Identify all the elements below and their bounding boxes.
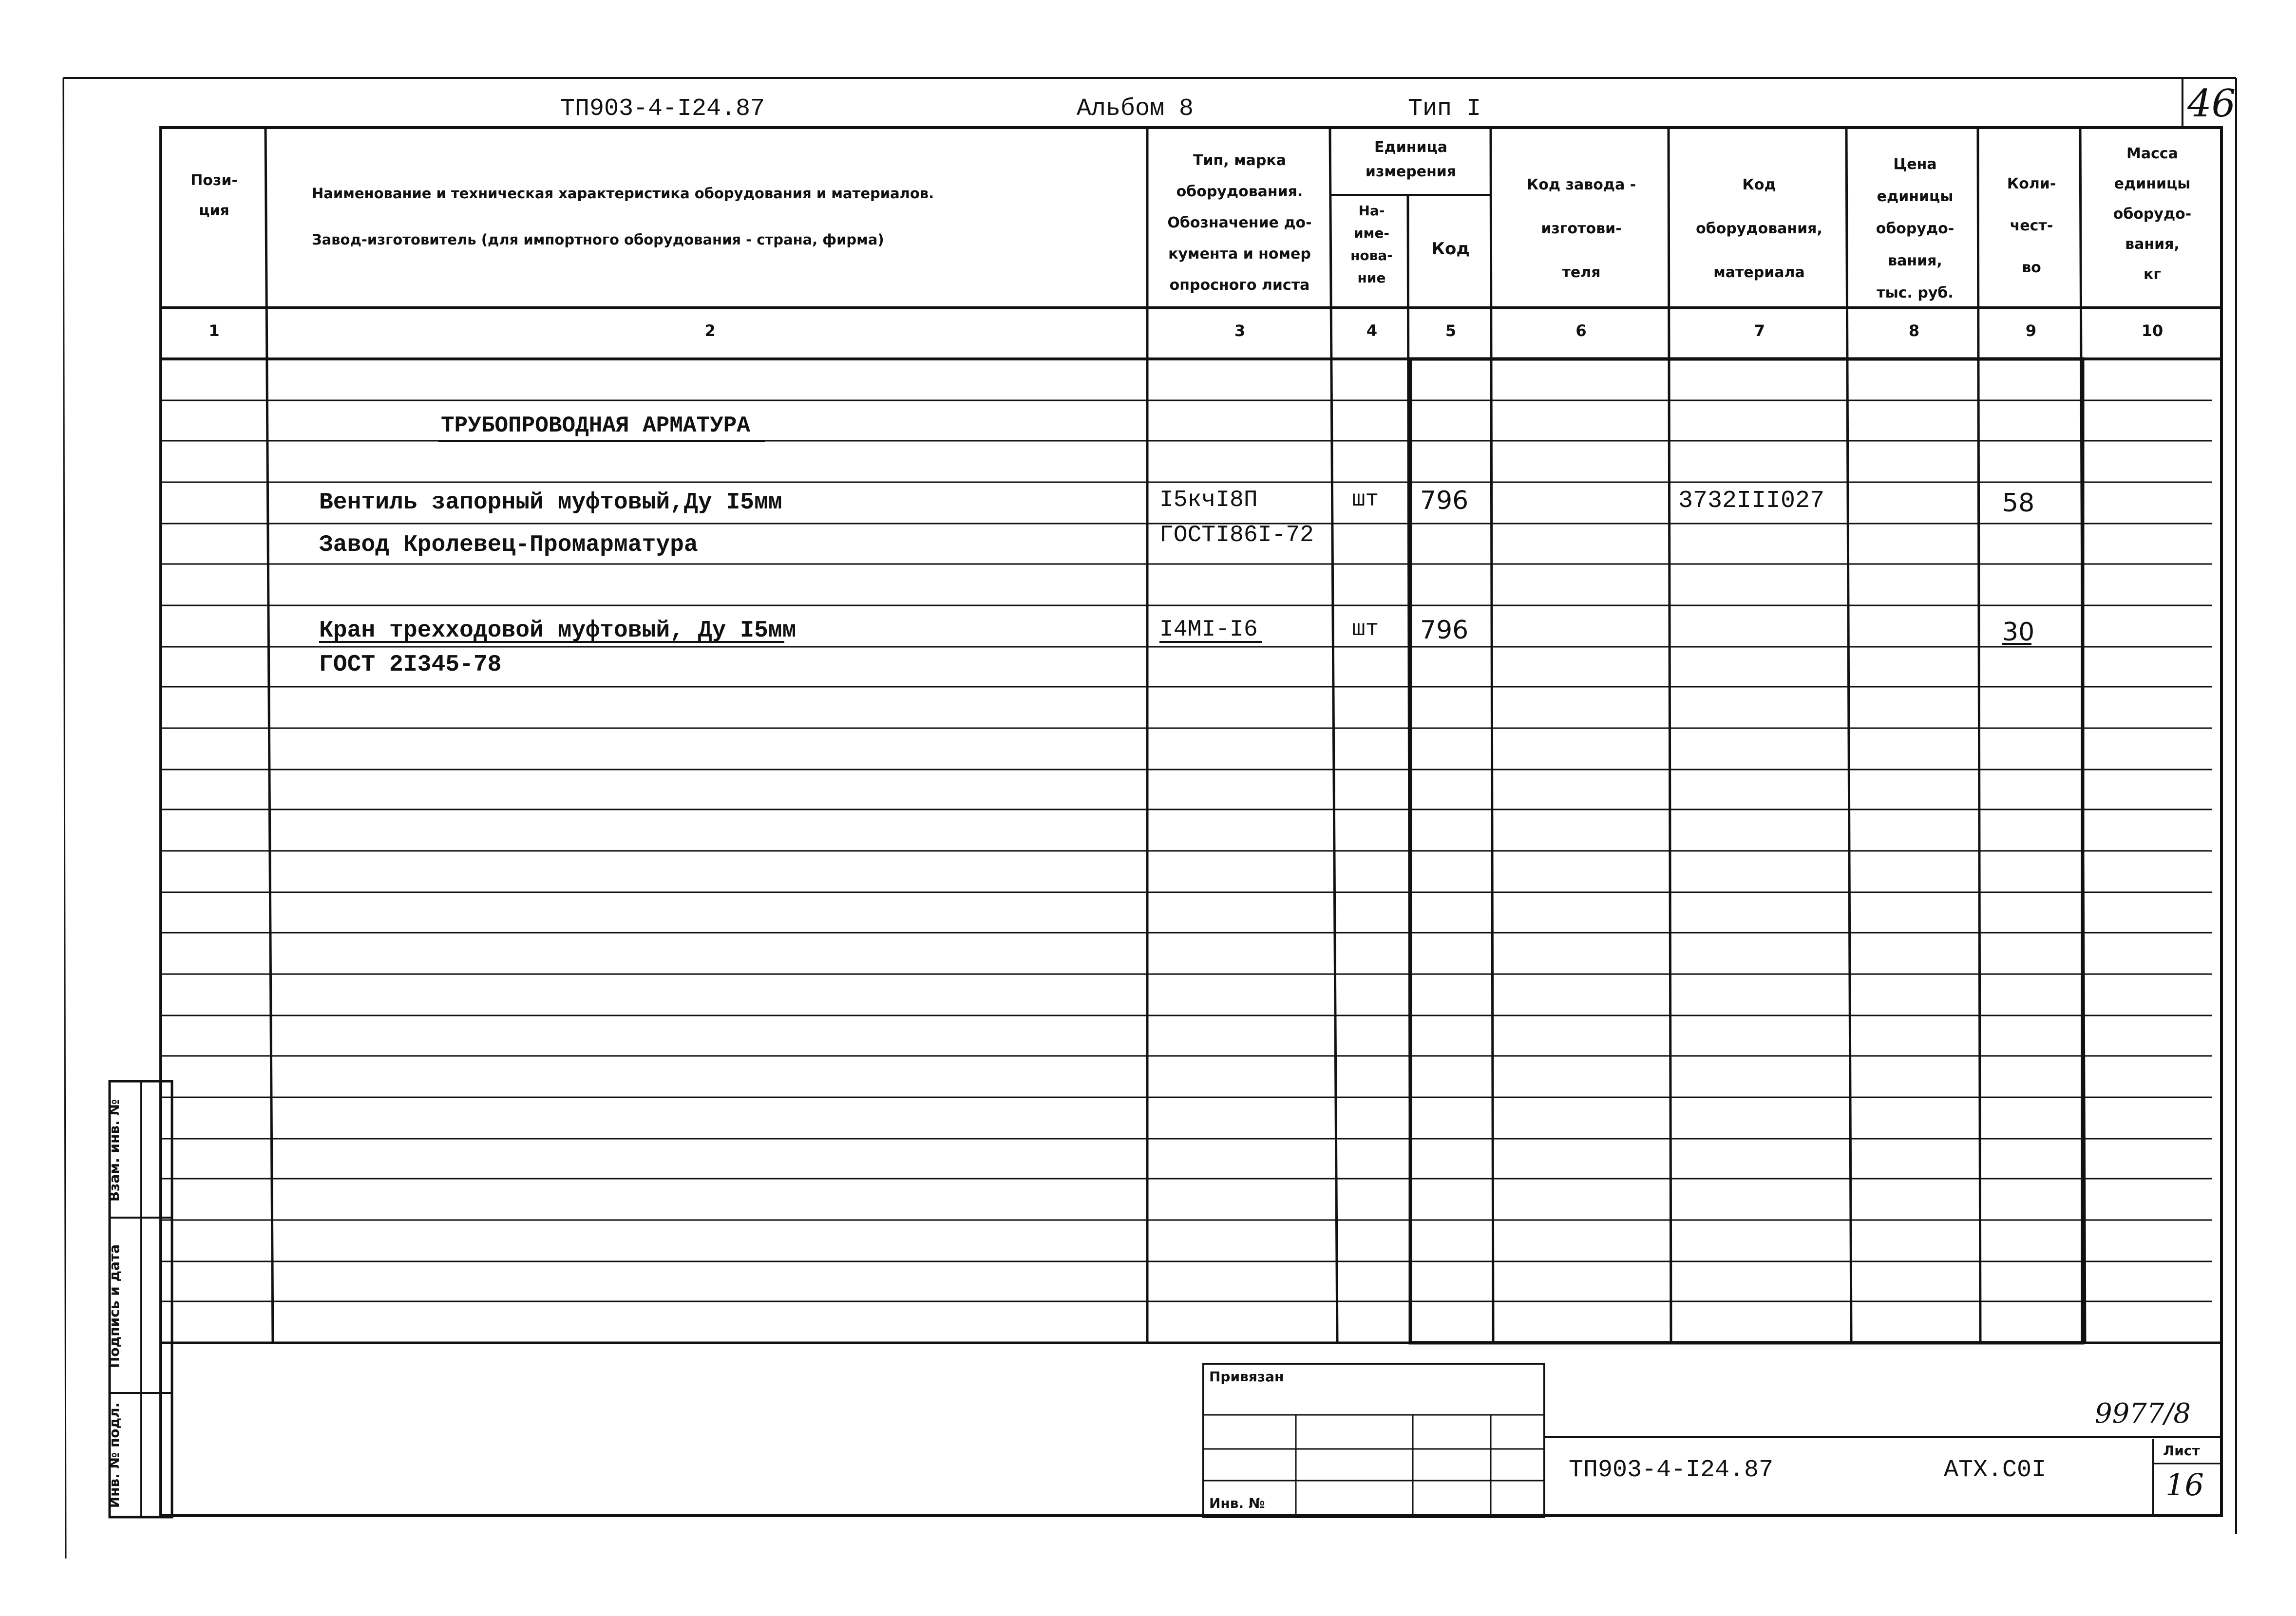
column-number: 10 (2141, 321, 2163, 340)
item2-standard: ГОСТ 2I345-78 (319, 652, 502, 678)
title-code: АТХ.С0I (1944, 1456, 2047, 1484)
page-number: 46 (2187, 82, 2236, 126)
header-mass-line: Масса (2126, 145, 2178, 162)
header-unit-name-line: ние (1357, 270, 1386, 286)
header-factory-code (1493, 163, 1670, 295)
header-price-line: вания, (1888, 252, 1942, 269)
header-name-line: Завод-изготовитель (для импортного оборудования - страна, фирма) (312, 231, 884, 248)
column-number: 9 (2025, 321, 2037, 340)
column-number: 4 (1366, 321, 1378, 340)
item2-unit-code: 796 (1420, 616, 1469, 645)
column-number: 5 (1445, 321, 1457, 340)
header-type-line: кумента и номер (1168, 245, 1311, 263)
header-mass-line: единицы (2114, 175, 2191, 192)
column-number: 2 (704, 321, 716, 340)
header-type-line: Тип, марка (1193, 152, 1286, 169)
item2-quantity: 30 (2002, 618, 2035, 647)
header-factory-line: теля (1562, 264, 1601, 281)
header-mass (2084, 139, 2220, 290)
top-designation: ТП903-4-I24.87 (560, 95, 765, 123)
header-unit-group (1331, 135, 1491, 184)
header-unit-name-line: нова- (1350, 247, 1393, 263)
stamp-inv-no: Инв. № (1209, 1495, 1265, 1511)
column-number: 6 (1575, 321, 1587, 340)
item2-unit: шт (1352, 617, 1379, 642)
title-designation: ТП903-4-I24.87 (1569, 1456, 1774, 1484)
item1-type-doc: ГОСТI86I-72 (1159, 522, 1314, 548)
header-material-line: оборудования, (1696, 220, 1822, 237)
header-quantity-line: во (2022, 259, 2041, 276)
item1-name: Вентиль запорный муфтовый,Ду I5мм (319, 489, 782, 516)
stamp-bound: Привязан (1209, 1369, 1284, 1385)
header-unit-line: измерения (1365, 163, 1457, 180)
header-price (1851, 149, 1979, 309)
column-number: 8 (1908, 321, 1920, 340)
side-signature-date: Подпись и дата (106, 1244, 122, 1369)
header-price-line: оборудо- (1876, 220, 1954, 237)
column-number: 1 (209, 321, 220, 340)
header-type-line: Обозначение до- (1167, 214, 1312, 231)
item1-type: I5кчI8П (1159, 487, 1258, 513)
column-number: 7 (1754, 321, 1765, 340)
header-price-line: тыс. руб. (1877, 284, 1954, 301)
item1-quantity: 58 (2002, 489, 2035, 518)
header-quantity-line: чест- (2010, 217, 2053, 234)
header-unit-name-line: име- (1353, 225, 1390, 241)
header-name-line: Наименование и техническая характеристика оборудования и материалов. (312, 185, 934, 202)
side-replace-inv: Взам. инв. № (106, 1099, 122, 1202)
header-unit-code: Код (1431, 239, 1470, 259)
archive-number: 9977/8 (2095, 1398, 2191, 1429)
column-number: 3 (1234, 321, 1246, 340)
sheet-label: Лист (2163, 1443, 2200, 1459)
item1-manufacturer: Завод Кролевец-Промарматура (319, 532, 698, 558)
header-material-line: Код (1742, 176, 1776, 193)
side-inv-no: Инв. № подл. (106, 1402, 122, 1508)
sheet-number: 16 (2165, 1467, 2204, 1503)
header-mass-line: кг (2143, 266, 2162, 283)
item2-name: Кран трехходовой муфтовый, Ду I5мм (319, 618, 797, 644)
header-quantity (1980, 163, 2083, 289)
header-position-line: ция (199, 202, 229, 219)
section-title: ТРУБОПРОВОДНАЯ АРМАТУРА (441, 413, 750, 438)
header-material-code (1671, 163, 1847, 295)
header-name (312, 170, 934, 263)
header-mass-line: вания, (2125, 236, 2180, 253)
header-unit-name-line: На- (1358, 203, 1385, 219)
header-position (162, 166, 266, 226)
header-unit-line: Единица (1374, 139, 1447, 156)
item1-material-code: 3732III027 (1678, 487, 1825, 515)
header-type-line: опросного листа (1169, 277, 1310, 294)
header-position-line: Пози- (190, 172, 238, 189)
header-factory-line: Код завода - (1526, 176, 1636, 193)
item1-unit-code: 796 (1420, 486, 1469, 515)
header-price-line: единицы (1877, 188, 1954, 205)
header-mass-line: оборудо- (2113, 206, 2192, 223)
header-price-line: Цена (1893, 156, 1937, 173)
header-type-line: оборудования. (1176, 183, 1303, 200)
top-album: Альбом 8 (1077, 95, 1194, 123)
header-type (1148, 145, 1331, 301)
top-type: Тип I (1408, 95, 1481, 123)
header-unit-name (1334, 200, 1409, 289)
item1-unit: шт (1352, 487, 1379, 512)
header-factory-line: изготови- (1541, 220, 1622, 237)
header-quantity-line: Коли- (2007, 175, 2056, 192)
item2-type: I4МI-I6 (1159, 617, 1258, 643)
header-material-line: материала (1713, 264, 1805, 281)
